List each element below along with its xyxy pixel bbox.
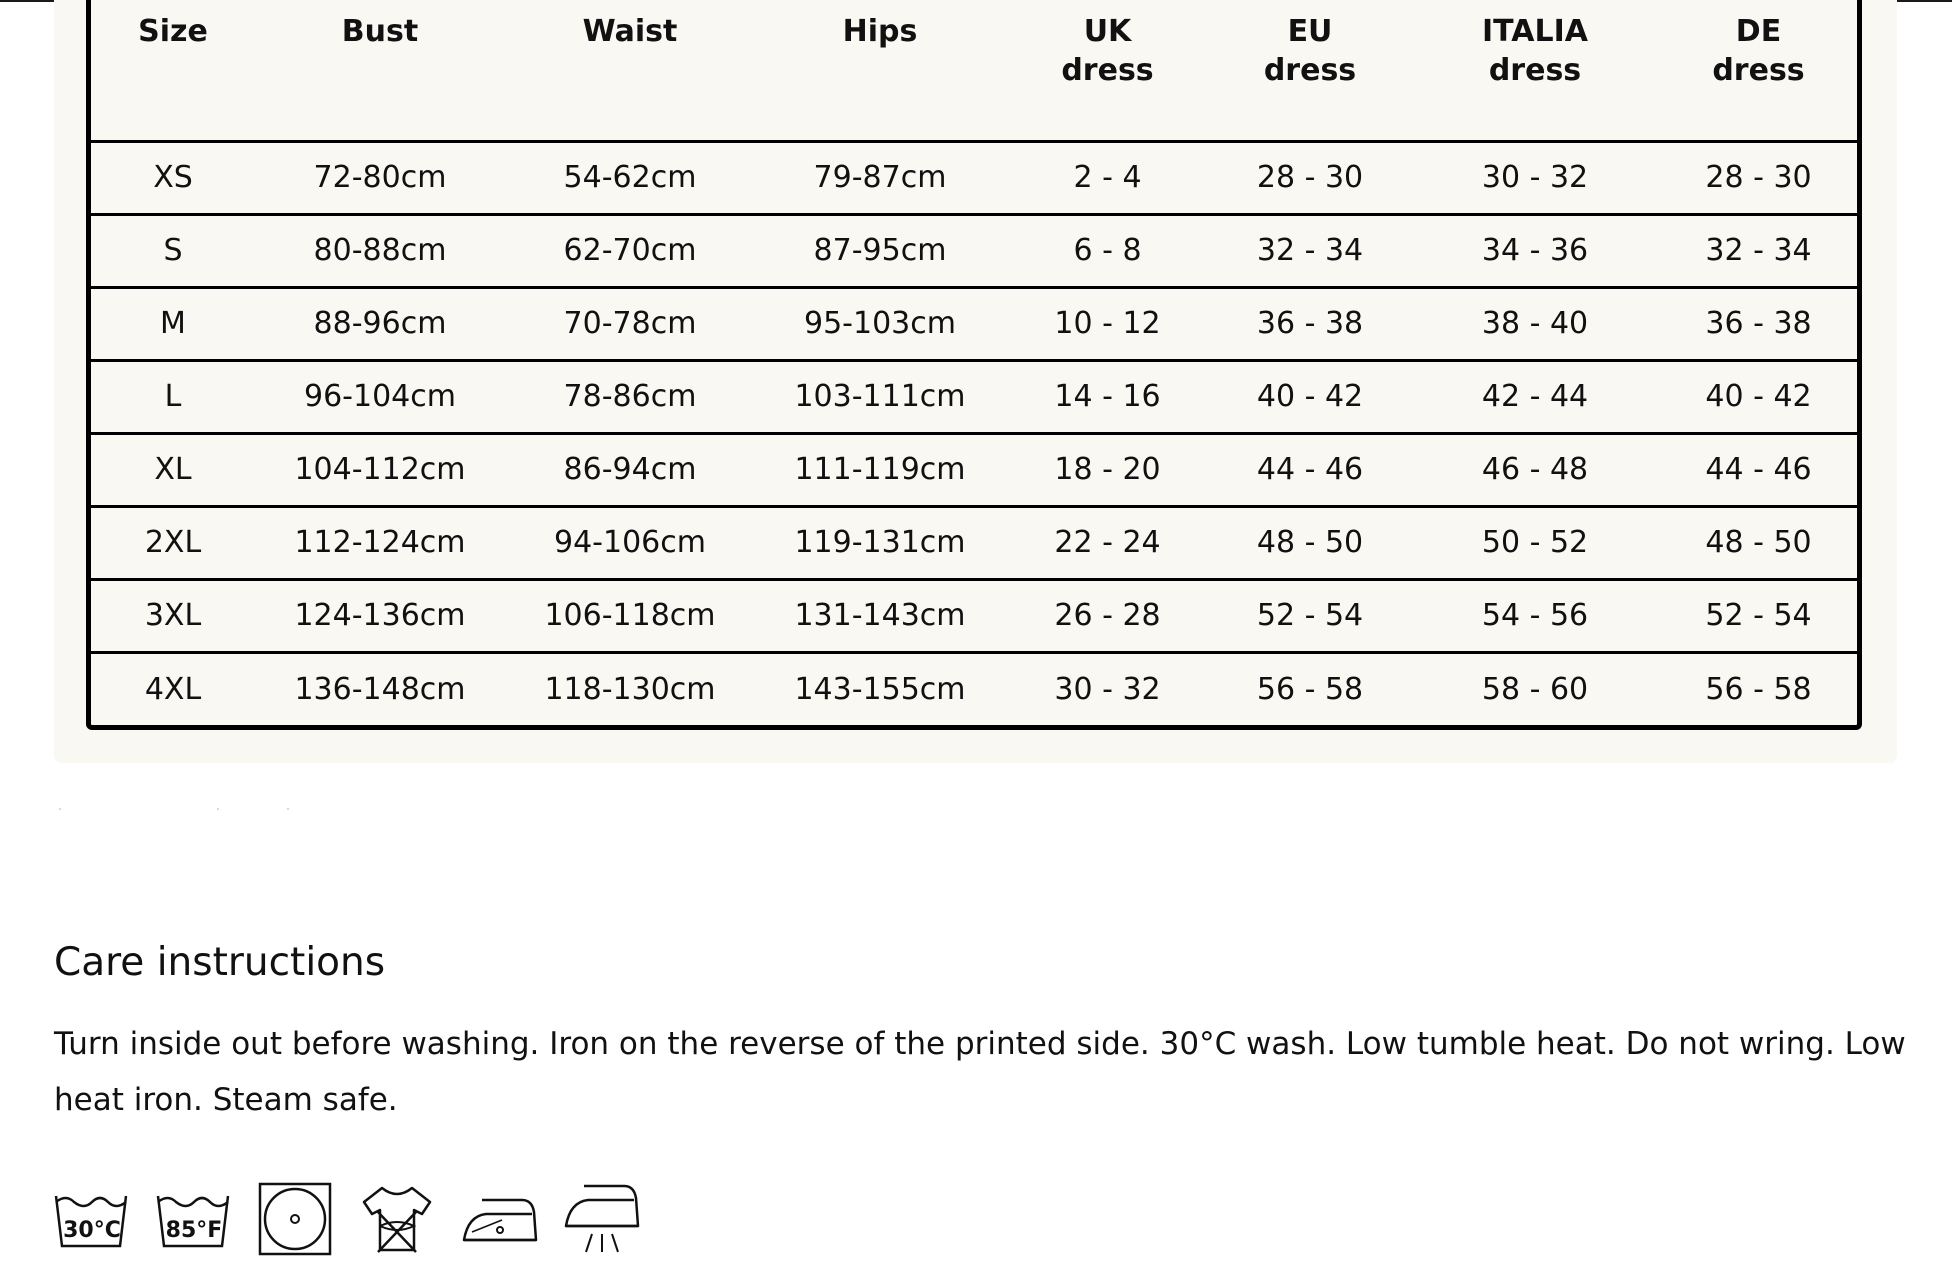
measurement-cell: 38 - 40 [1410,287,1660,360]
measurement-cell: 86-94cm [505,433,755,506]
measurement-cell: 42 - 44 [1410,360,1660,433]
size-label-cell: S [91,214,255,287]
measurement-cell: 28 - 30 [1660,141,1857,214]
wash-30c-icon [54,1190,128,1250]
faint-divider-marks [58,806,318,812]
column-header-line: ITALIA [1481,14,1588,49]
steam-safe-icon [564,1182,640,1254]
measurement-cell: 54-62cm [505,141,755,214]
measurement-cell: 96-104cm [255,360,505,433]
iron-low-heat-icon [462,1192,538,1248]
size-label-cell: XS [91,141,255,214]
measurement-cell: 62-70cm [505,214,755,287]
measurement-cell: 112-124cm [255,506,505,579]
size-chart-body [91,141,1857,725]
measurement-cell: 79-87cm [755,141,1005,214]
size-label-cell: XL [91,433,255,506]
wash-85f-label: 85°F [165,1218,223,1243]
wash-30c-label: 30°C [63,1218,121,1243]
measurement-cell: 28 - 30 [1210,141,1410,214]
measurement-cell: 14 - 16 [1005,360,1210,433]
column-header-line: Size [138,14,208,49]
table-row [91,579,1857,652]
measurement-cell: 58 - 60 [1481,671,1589,707]
measurement-cell: 44 - 46 [1660,433,1857,506]
table-row [91,652,1857,725]
table-row [91,214,1857,287]
column-header [755,0,1005,141]
table-row [91,360,1857,433]
size-label-cell: M [91,287,255,360]
do-not-wring-icon [358,1182,436,1256]
measurement-cell: 88-96cm [255,287,505,360]
measurement-cell: 36 - 38 [1210,287,1410,360]
size-label-cell: 2XL [91,506,255,579]
measurement-cell: 143-155cm [794,671,966,707]
size-label-cell: 4XL [144,671,202,707]
measurement-cell: 72-80cm [255,141,505,214]
column-header-line: dress [1488,53,1582,88]
measurement-cell: 103-111cm [755,360,1005,433]
measurement-cell: 111-119cm [755,433,1005,506]
measurement-cell: 48 - 50 [1660,506,1857,579]
measurement-cell: 30 - 32 [1054,671,1161,707]
measurement-cell: 32 - 34 [1660,214,1857,287]
column-header-line: UK [1083,14,1132,49]
measurement-cell: 52 - 54 [1210,579,1410,652]
measurement-cell: 95-103cm [755,287,1005,360]
measurement-cell: 106-118cm [505,579,755,652]
care-instructions-text: Turn inside out before washing. Iron on the reverse of the printed side. 30°C wash. Low tumble heat. Do not wring. Low heat iron. Steam safe. [54,1026,1906,1118]
wash-85f-icon [156,1190,230,1250]
column-header [1005,0,1210,141]
measurement-cell: 80-88cm [255,214,505,287]
measurement-cell: 131-143cm [755,579,1005,652]
column-header-line: Hips [842,14,918,49]
measurement-cell: 56 - 58 [1256,671,1364,707]
table-row [91,506,1857,579]
column-header [91,0,255,141]
measurement-cell: 52 - 54 [1660,579,1857,652]
column-header [505,0,755,141]
measurement-cell: 30 - 32 [1410,141,1660,214]
measurement-cell: 87-95cm [755,214,1005,287]
size-chart-header-row [91,0,1857,141]
column-header-line: DE [1735,14,1782,49]
measurement-cell: 136-148cm [294,671,466,707]
size-label-cell: L [91,360,255,433]
measurement-cell: 119-131cm [755,506,1005,579]
measurement-cell: 50 - 52 [1410,506,1660,579]
measurement-cell: 40 - 42 [1210,360,1410,433]
measurement-cell: 70-78cm [505,287,755,360]
tumble-dry-low-icon [258,1182,332,1256]
size-label-cell: 3XL [91,579,255,652]
measurement-cell: 94-106cm [505,506,755,579]
measurement-cell: 22 - 24 [1005,506,1210,579]
measurement-cell: 6 - 8 [1005,214,1210,287]
table-row [91,287,1857,360]
measurement-cell: 56 - 58 [1705,671,1812,707]
column-header-line: dress [1712,53,1805,88]
size-chart-table [86,0,1862,730]
column-header [1410,0,1660,141]
measurement-cell: 10 - 12 [1005,287,1210,360]
measurement-cell: 40 - 42 [1660,360,1857,433]
column-header-line: EU [1287,14,1333,49]
table-row [91,141,1857,214]
measurement-cell: 32 - 34 [1210,214,1410,287]
column-header-line: dress [1263,53,1357,88]
column-header [1660,0,1857,141]
care-instructions-title: Care instructions [54,940,386,985]
measurement-cell: 34 - 36 [1410,214,1660,287]
measurement-cell: 124-136cm [255,579,505,652]
table-row [91,433,1857,506]
measurement-cell: 118-130cm [544,671,716,707]
column-header [255,0,505,141]
measurement-cell: 46 - 48 [1410,433,1660,506]
measurement-cell: 26 - 28 [1005,579,1210,652]
measurement-cell: 18 - 20 [1005,433,1210,506]
column-header-line: Bust [341,14,419,49]
column-header-line: Waist [582,14,678,49]
measurement-cell: 78-86cm [505,360,755,433]
column-header [1210,0,1410,141]
measurement-cell: 54 - 56 [1410,579,1660,652]
measurement-cell: 44 - 46 [1210,433,1410,506]
column-header-line: dress [1061,53,1154,88]
measurement-cell: 2 - 4 [1005,141,1210,214]
measurement-cell: 48 - 50 [1210,506,1410,579]
measurement-cell: 36 - 38 [1660,287,1857,360]
measurement-cell: 104-112cm [255,433,505,506]
